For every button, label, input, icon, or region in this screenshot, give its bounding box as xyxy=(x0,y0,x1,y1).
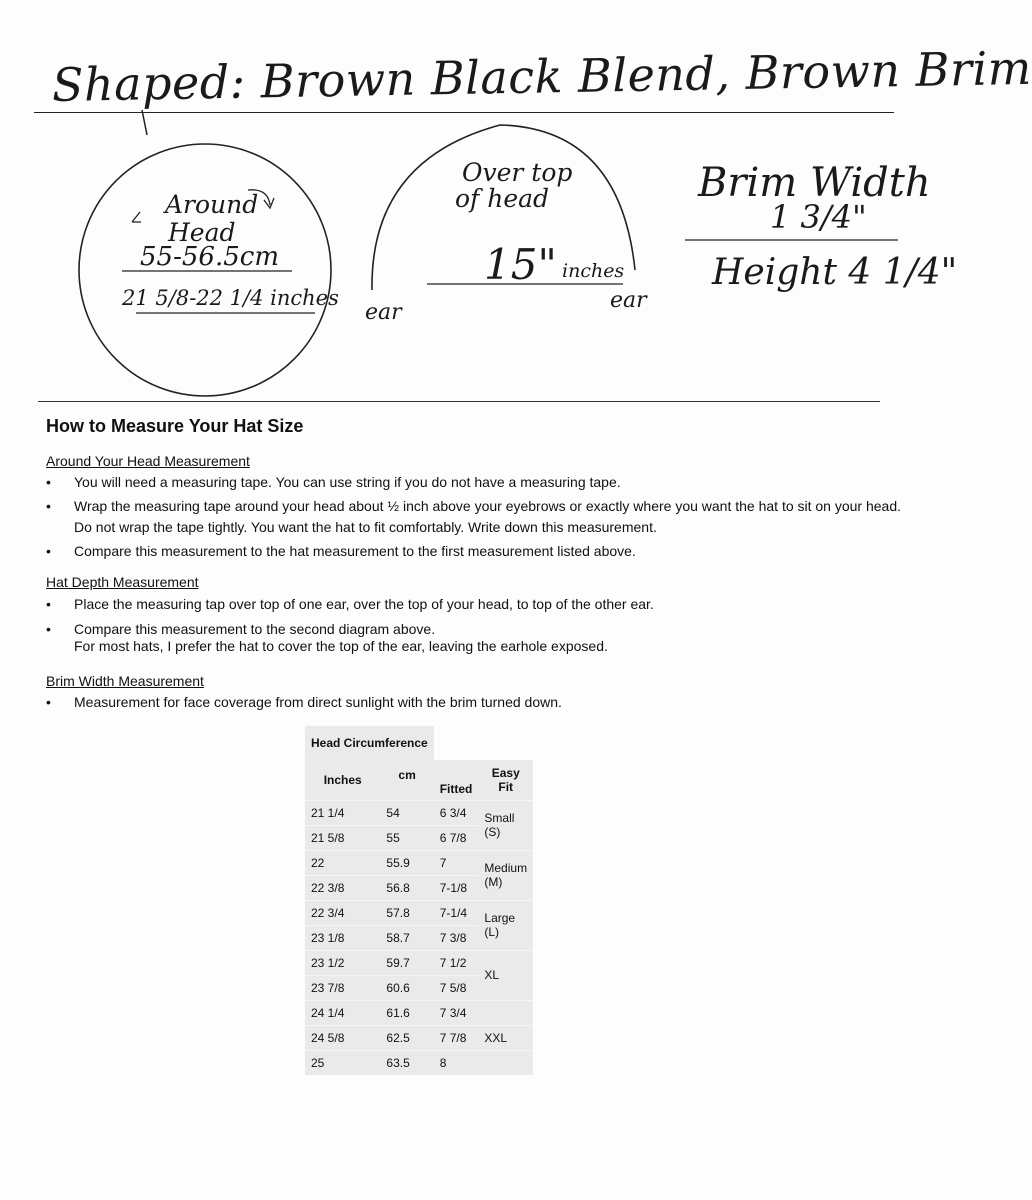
table-row xyxy=(305,850,533,875)
cm-cell: 54 xyxy=(380,800,433,825)
inches-cell: 24 5/8 xyxy=(305,1025,380,1050)
easy-fit-cell: Medium (M) xyxy=(478,850,533,900)
cm-cell: 55.9 xyxy=(380,850,433,875)
inches-cell: 22 3/4 xyxy=(305,900,380,925)
table-row xyxy=(305,1050,533,1075)
fitted-cell: 7 3/8 xyxy=(434,925,479,950)
fitted-cell: 7 xyxy=(434,850,479,875)
left-arrow-icon xyxy=(132,212,141,222)
fitted-cell: 8 xyxy=(434,1050,479,1075)
fitted-cell: 7 1/2 xyxy=(434,950,479,975)
col-inches-header: Inches xyxy=(323,772,362,787)
brim-width-value: 1 3/4" xyxy=(770,198,867,236)
fitted-cell: 7-1/4 xyxy=(434,900,479,925)
of-head-label: of head xyxy=(455,184,550,213)
around-inches-value: 21 5/8-22 1/4 inches xyxy=(122,286,339,310)
cm-cell: 61.6 xyxy=(380,1000,433,1025)
col-cm-header: cm xyxy=(398,768,416,782)
table-row xyxy=(305,1025,533,1050)
around-heading: Around Your Head Measurement xyxy=(46,453,250,469)
table-row xyxy=(305,800,533,825)
brim-heading: Brim Width Measurement xyxy=(46,673,204,689)
around-label: Around xyxy=(165,190,259,219)
inches-cell: 23 1/2 xyxy=(305,950,380,975)
cm-cell: 60.6 xyxy=(380,975,433,1000)
title-stroke xyxy=(142,110,147,135)
fitted-cell: 7 7/8 xyxy=(434,1025,479,1050)
inches-cell: 25 xyxy=(305,1050,380,1075)
brim-width-label: Brim Width xyxy=(698,160,931,206)
easy-fit-cell: Small (S) xyxy=(478,800,533,850)
cm-cell: 56.8 xyxy=(380,875,433,900)
over-top-label: Over top xyxy=(462,158,573,187)
fitted-cell: 7 3/4 xyxy=(434,1000,479,1025)
height-value: Height 4 1/4" xyxy=(712,252,958,293)
list-item: • Compare this measurement to the hat measurement to the first measurement listed above. xyxy=(46,541,906,562)
inches-cell: 21 5/8 xyxy=(305,825,380,850)
around-bullet-list xyxy=(46,472,906,562)
depth-note: For most hats, I prefer the hat to cover the top of the ear, leaving the earhole exposed. xyxy=(74,638,608,654)
fitted-cell: 6 7/8 xyxy=(434,825,479,850)
fitted-cell: 7 5/8 xyxy=(434,975,479,1000)
over-top-value: 15" xyxy=(484,240,557,289)
list-item: • Wrap the measuring tape around your head about ½ inch above your eyebrows or exactly where you want the hat to sit on your head. Do not wrap the tape tightly. You want the hat to fit comfortably. Write down this measurement. xyxy=(46,496,906,538)
fitted-cell: 7-1/8 xyxy=(434,875,479,900)
table-row xyxy=(305,950,533,975)
table-row xyxy=(305,900,533,925)
list-item: • Compare this measurement to the second diagram above. xyxy=(46,619,906,640)
ear-right-label: ear xyxy=(610,288,647,313)
group-header: Head Circumference xyxy=(311,736,428,750)
fitted-cell: 6 3/4 xyxy=(434,800,479,825)
cm-cell: 55 xyxy=(380,825,433,850)
col-fitted-header: Fitted xyxy=(439,781,473,796)
col-easy-header: Easy Fit xyxy=(491,765,520,794)
brim-bullet-list xyxy=(46,692,906,713)
over-top-unit: inches xyxy=(562,260,625,282)
size-chart-table xyxy=(305,726,533,1075)
ear-left-label: ear xyxy=(365,300,402,325)
depth-bullet-list xyxy=(46,594,906,640)
cm-cell: 59.7 xyxy=(380,950,433,975)
list-item: • You will need a measuring tape. You can use string if you do not have a measuring tape. xyxy=(46,472,906,493)
page-title: Shaped: Brown Black Blend, Brown Brim xyxy=(51,40,1032,112)
inches-cell: 23 1/8 xyxy=(305,925,380,950)
depth-heading: Hat Depth Measurement xyxy=(46,574,199,590)
list-item: • Place the measuring tap over top of one ear, over the top of your head, to top of the other ear. xyxy=(46,594,906,615)
easy-fit-cell: XXL xyxy=(478,1025,533,1050)
cm-cell: 62.5 xyxy=(380,1025,433,1050)
instructions-title: How to Measure Your Hat Size xyxy=(46,416,304,436)
inches-cell: 21 1/4 xyxy=(305,800,380,825)
easy-fit-cell: XL xyxy=(478,950,533,1000)
cm-cell: 63.5 xyxy=(380,1050,433,1075)
inches-cell: 22 xyxy=(305,850,380,875)
inches-cell: 22 3/8 xyxy=(305,875,380,900)
section-divider xyxy=(38,401,880,402)
inches-cell: 23 7/8 xyxy=(305,975,380,1000)
list-item: • Measurement for face coverage from direct sunlight with the brim turned down. xyxy=(46,692,906,713)
around-cm-value: 55-56.5cm xyxy=(140,242,279,272)
cm-cell: 58.7 xyxy=(380,925,433,950)
head-label: Head xyxy=(168,218,236,247)
cm-cell: 57.8 xyxy=(380,900,433,925)
table-row xyxy=(305,1000,533,1025)
inches-cell: 24 1/4 xyxy=(305,1000,380,1025)
easy-fit-cell: Large (L) xyxy=(478,900,533,950)
